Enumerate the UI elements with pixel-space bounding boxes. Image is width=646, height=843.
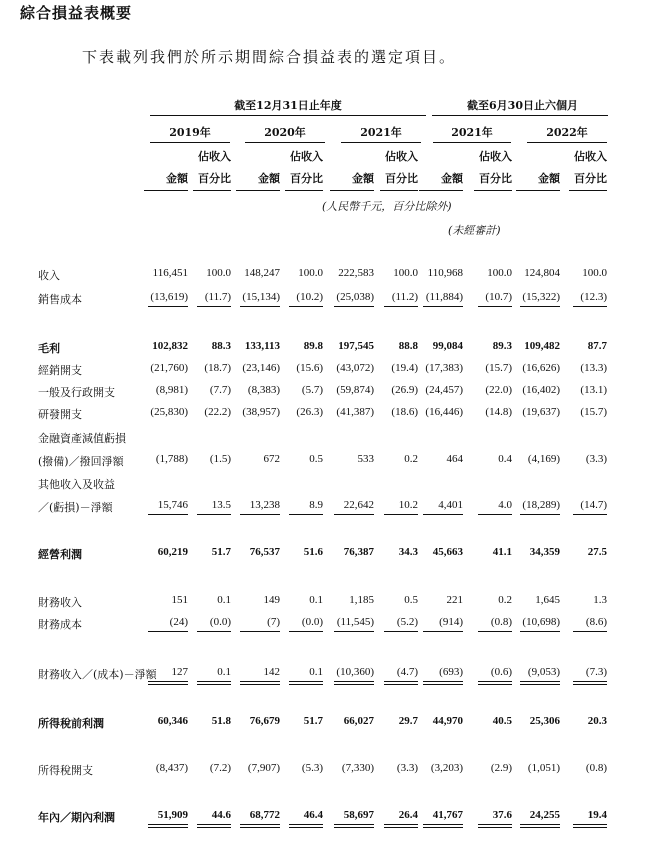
table-cell: 221 (446, 594, 463, 606)
col-header-underline (193, 190, 231, 191)
table-cell: (13.1) (580, 384, 607, 396)
table-cell: 25,306 (529, 715, 560, 727)
double-underline (334, 824, 374, 825)
table-cell: (3.3) (396, 762, 418, 774)
table-cell: (7.3) (585, 666, 607, 678)
table-cell: (8,437) (155, 762, 188, 774)
row-label: 經銷開支 (38, 364, 82, 377)
cell-underline (334, 306, 374, 307)
row-label: 年內／期內利潤 (38, 811, 115, 824)
double-underline (148, 827, 188, 828)
double-underline (520, 824, 560, 825)
row-label: 毛利 (38, 342, 60, 355)
section-title: 綜合損益表概要 (20, 4, 133, 22)
double-underline (384, 827, 418, 828)
cell-underline (197, 306, 231, 307)
table-cell: (18,289) (522, 499, 560, 511)
table-cell: (11,545) (336, 616, 374, 628)
table-cell: 34.3 (398, 546, 418, 558)
table-cell: 13.5 (211, 499, 231, 511)
table-cell: 100.0 (298, 267, 323, 279)
col-header-amount: 金額 (352, 172, 374, 185)
table-cell: 24,255 (529, 809, 560, 821)
table-cell: 88.3 (211, 340, 231, 352)
table-cell: 26.4 (398, 809, 418, 821)
table-cell: 51.7 (303, 715, 323, 727)
double-underline (334, 827, 374, 828)
cell-underline (240, 514, 280, 515)
double-underline (478, 827, 512, 828)
double-underline (148, 824, 188, 825)
table-cell: 41.1 (492, 546, 512, 558)
col-header-pct-line2: 百分比 (198, 172, 231, 185)
table-cell: 533 (357, 453, 374, 465)
cell-underline (240, 306, 280, 307)
double-underline (520, 684, 560, 685)
table-cell: (16,402) (522, 384, 560, 396)
double-underline (478, 684, 512, 685)
table-cell: 51,909 (157, 809, 188, 821)
double-underline (240, 681, 280, 682)
row-label: 收入 (38, 269, 60, 282)
double-underline (478, 824, 512, 825)
table-cell: 100.0 (393, 267, 418, 279)
table-cell: (5.7) (301, 384, 323, 396)
table-cell: (24,457) (425, 384, 463, 396)
table-cell: 51.8 (211, 715, 231, 727)
table-cell: (19.4) (391, 362, 418, 374)
table-cell: 0.5 (309, 453, 323, 465)
table-cell: (18.7) (204, 362, 231, 374)
table-cell: (43,072) (336, 362, 374, 374)
table-cell: 222,583 (338, 267, 374, 279)
row-label: 財務收入／(成本)－淨額 (38, 668, 157, 681)
table-cell: 0.1 (309, 594, 323, 606)
table-cell: (0.0) (301, 616, 323, 628)
col-header-pct-line1: 佔收入 (574, 150, 607, 163)
table-cell: (16,446) (425, 406, 463, 418)
table-cell: (59,874) (336, 384, 374, 396)
header-group-halfyear: 截至6月30日止六個月 (467, 99, 578, 112)
cell-underline (289, 631, 323, 632)
row-label: 一般及行政開支 (38, 386, 115, 399)
double-underline (240, 684, 280, 685)
table-cell: 37.6 (492, 809, 512, 821)
unaudited-note: (未經審計) (448, 224, 501, 237)
row-label: 所得稅開支 (38, 764, 93, 777)
cell-underline (478, 514, 512, 515)
year-underline-0 (150, 142, 230, 143)
double-underline (197, 681, 231, 682)
year-header-2: 2021年 (360, 126, 402, 139)
table-cell: 19.4 (587, 809, 607, 821)
table-cell: 0.4 (498, 453, 512, 465)
double-underline (423, 824, 463, 825)
row-label: 財務收入 (38, 596, 82, 609)
cell-underline (334, 631, 374, 632)
table-cell: (41,387) (336, 406, 374, 418)
col-header-pct-line1: 佔收入 (198, 150, 231, 163)
table-cell: (15,322) (522, 291, 560, 303)
double-underline (197, 827, 231, 828)
year-underline-4 (527, 142, 607, 143)
table-cell: 10.2 (398, 499, 418, 511)
double-underline (573, 684, 607, 685)
table-cell: 464 (446, 453, 463, 465)
double-underline (573, 827, 607, 828)
double-underline (520, 681, 560, 682)
double-underline (423, 827, 463, 828)
cell-underline (520, 514, 560, 515)
table-cell: 45,663 (432, 546, 463, 558)
table-cell: 100.0 (582, 267, 607, 279)
col-header-amount: 金額 (258, 172, 280, 185)
table-cell: 22,642 (343, 499, 374, 511)
table-cell: 0.1 (217, 666, 231, 678)
double-underline (423, 684, 463, 685)
table-cell: 1.3 (593, 594, 607, 606)
cell-underline (520, 306, 560, 307)
double-underline (384, 681, 418, 682)
double-underline (289, 824, 323, 825)
table-cell: (25,830) (150, 406, 188, 418)
table-cell: (3,203) (430, 762, 463, 774)
table-cell: 1,185 (349, 594, 374, 606)
table-cell: 13,238 (249, 499, 280, 511)
table-cell: (10.7) (485, 291, 512, 303)
unit-note: (人民幣千元，百分比除外) (322, 200, 452, 213)
table-cell: (693) (439, 666, 463, 678)
table-cell: 40.5 (492, 715, 512, 727)
year-header-4: 2022年 (546, 126, 588, 139)
table-cell: 109,482 (524, 340, 560, 352)
table-cell: 46.4 (303, 809, 323, 821)
table-cell: (7.7) (209, 384, 231, 396)
row-label: 金融資產減值虧損 (38, 432, 126, 445)
table-cell: (13,619) (150, 291, 188, 303)
double-underline (289, 681, 323, 682)
table-cell: 99,084 (432, 340, 463, 352)
table-cell: (15.7) (580, 406, 607, 418)
cell-underline (197, 631, 231, 632)
table-cell: 4,401 (438, 499, 463, 511)
table-cell: 0.1 (309, 666, 323, 678)
table-cell: (1,051) (527, 762, 560, 774)
table-cell: (7,907) (247, 762, 280, 774)
cell-underline (520, 631, 560, 632)
table-cell: (19,637) (522, 406, 560, 418)
table-cell: (1.5) (209, 453, 231, 465)
table-cell: (11.7) (204, 291, 231, 303)
table-cell: (14.7) (580, 499, 607, 511)
double-underline (197, 684, 231, 685)
row-label: (撥備)／撥回淨額 (38, 455, 124, 468)
table-cell: (18.6) (391, 406, 418, 418)
table-cell: (9,053) (527, 666, 560, 678)
double-underline (423, 681, 463, 682)
row-label: 經營利潤 (38, 548, 82, 561)
col-header-pct-line2: 百分比 (479, 172, 512, 185)
double-underline (289, 827, 323, 828)
table-cell: (8.6) (585, 616, 607, 628)
table-cell: (7,330) (341, 762, 374, 774)
cell-underline (573, 631, 607, 632)
double-underline (520, 827, 560, 828)
table-cell: (25,038) (336, 291, 374, 303)
col-header-amount: 金額 (441, 172, 463, 185)
table-cell: (5.2) (396, 616, 418, 628)
table-cell: 151 (171, 594, 188, 606)
table-cell: (914) (439, 616, 463, 628)
table-cell: 110,968 (427, 267, 463, 279)
col-header-underline (285, 190, 323, 191)
double-underline (384, 824, 418, 825)
table-cell: (7) (267, 616, 280, 628)
cell-underline (573, 306, 607, 307)
table-cell: 0.5 (404, 594, 418, 606)
table-cell: 15,746 (157, 499, 188, 511)
row-label: 所得稅前利潤 (38, 717, 104, 730)
table-cell: (4,169) (527, 453, 560, 465)
table-cell: 76,387 (343, 546, 374, 558)
col-header-pct-line2: 百分比 (574, 172, 607, 185)
double-underline (197, 824, 231, 825)
table-cell: 100.0 (487, 267, 512, 279)
year-header-0: 2019年 (169, 126, 211, 139)
table-cell: (23,146) (242, 362, 280, 374)
row-label: ／(虧損)－淨額 (38, 501, 113, 514)
double-underline (384, 684, 418, 685)
cell-underline (384, 631, 418, 632)
table-cell: 102,832 (152, 340, 188, 352)
col-header-amount: 金額 (166, 172, 188, 185)
table-cell: (26.9) (391, 384, 418, 396)
table-cell: 41,767 (432, 809, 463, 821)
table-cell: 100.0 (206, 267, 231, 279)
group-underline-annual (150, 115, 426, 116)
table-cell: (24) (169, 616, 188, 628)
table-cell: (8,981) (155, 384, 188, 396)
group-underline-halfyear (432, 115, 608, 116)
table-cell: (16,626) (522, 362, 560, 374)
table-cell: (12.3) (580, 291, 607, 303)
table-cell: 87.7 (587, 340, 607, 352)
col-header-underline (236, 190, 280, 191)
year-underline-3 (433, 142, 511, 143)
table-cell: (10,360) (336, 666, 374, 678)
table-cell: 0.2 (404, 453, 418, 465)
row-label: 銷售成本 (38, 293, 82, 306)
table-cell: (22.2) (204, 406, 231, 418)
double-underline (289, 684, 323, 685)
double-underline (148, 681, 188, 682)
table-cell: (22.0) (485, 384, 512, 396)
table-cell: 116,451 (152, 267, 188, 279)
table-cell: 149 (263, 594, 280, 606)
cell-underline (478, 631, 512, 632)
table-cell: 76,537 (249, 546, 280, 558)
col-header-underline (516, 190, 560, 191)
table-cell: 27.5 (587, 546, 607, 558)
table-cell: 51.6 (303, 546, 323, 558)
table-cell: (8,383) (247, 384, 280, 396)
double-underline (334, 681, 374, 682)
intro-text: 下表載列我們於所示期間綜合損益表的選定項目。 (82, 48, 457, 66)
table-cell: 44.6 (211, 809, 231, 821)
col-header-underline (380, 190, 418, 191)
table-cell: 0.2 (498, 594, 512, 606)
table-cell: (26.3) (296, 406, 323, 418)
cell-underline (334, 514, 374, 515)
table-cell: 66,027 (343, 715, 374, 727)
table-cell: (2.9) (490, 762, 512, 774)
double-underline (240, 827, 280, 828)
year-underline-1 (245, 142, 325, 143)
table-cell: 76,679 (249, 715, 280, 727)
cell-underline (289, 306, 323, 307)
cell-underline (478, 306, 512, 307)
table-cell: 89.8 (303, 340, 323, 352)
table-cell: (21,760) (150, 362, 188, 374)
table-cell: (11,884) (425, 291, 463, 303)
cell-underline (197, 514, 231, 515)
cell-underline (289, 514, 323, 515)
cell-underline (148, 514, 188, 515)
table-cell: 0.1 (217, 594, 231, 606)
col-header-underline (474, 190, 512, 191)
cell-underline (423, 631, 463, 632)
cell-underline (573, 514, 607, 515)
year-header-3: 2021年 (451, 126, 493, 139)
table-cell: 8.9 (309, 499, 323, 511)
table-cell: 60,346 (157, 715, 188, 727)
row-label: 研發開支 (38, 408, 82, 421)
row-label: 其他收入及收益 (38, 478, 115, 491)
double-underline (148, 684, 188, 685)
table-cell: 4.0 (498, 499, 512, 511)
cell-underline (384, 514, 418, 515)
table-cell: 127 (171, 666, 188, 678)
header-group-annual: 截至12月31日止年度 (234, 99, 342, 112)
table-cell: (5.3) (301, 762, 323, 774)
col-header-pct-line1: 佔收入 (479, 150, 512, 163)
table-cell: 68,772 (249, 809, 280, 821)
table-cell: 124,804 (524, 267, 560, 279)
table-cell: (0.6) (490, 666, 512, 678)
table-cell: 672 (263, 453, 280, 465)
table-cell: 58,697 (343, 809, 374, 821)
year-underline-2 (341, 142, 421, 143)
double-underline (334, 684, 374, 685)
col-header-pct-line1: 佔收入 (385, 150, 418, 163)
col-header-pct-line2: 百分比 (290, 172, 323, 185)
table-cell: 133,113 (244, 340, 280, 352)
table-cell: (17,383) (425, 362, 463, 374)
table-cell: (15.6) (296, 362, 323, 374)
cell-underline (148, 631, 188, 632)
table-cell: 34,359 (529, 546, 560, 558)
col-header-amount: 金額 (538, 172, 560, 185)
double-underline (573, 681, 607, 682)
table-cell: 51.7 (211, 546, 231, 558)
cell-underline (240, 631, 280, 632)
year-header-1: 2020年 (264, 126, 306, 139)
table-cell: (0.8) (490, 616, 512, 628)
table-cell: (0.8) (585, 762, 607, 774)
table-cell: (10,698) (522, 616, 560, 628)
col-header-pct-line2: 百分比 (385, 172, 418, 185)
double-underline (573, 824, 607, 825)
col-header-underline (569, 190, 607, 191)
table-cell: (14.8) (485, 406, 512, 418)
double-underline (478, 681, 512, 682)
table-cell: 44,970 (432, 715, 463, 727)
cell-underline (148, 306, 188, 307)
table-cell: (11.2) (391, 291, 418, 303)
table-cell: (1,788) (155, 453, 188, 465)
row-label: 財務成本 (38, 618, 82, 631)
col-header-pct-line1: 佔收入 (290, 150, 323, 163)
cell-underline (423, 306, 463, 307)
table-cell: (4.7) (396, 666, 418, 678)
table-cell: 29.7 (398, 715, 418, 727)
table-cell: (15.7) (485, 362, 512, 374)
table-cell: 20.3 (587, 715, 607, 727)
col-header-underline (419, 190, 463, 191)
table-cell: 148,247 (244, 267, 280, 279)
col-header-underline (330, 190, 374, 191)
col-header-underline (144, 190, 188, 191)
double-underline (240, 824, 280, 825)
table-cell: (15,134) (242, 291, 280, 303)
table-cell: (13.3) (580, 362, 607, 374)
table-cell: 60,219 (157, 546, 188, 558)
table-cell: 89.3 (492, 340, 512, 352)
table-cell: (0.0) (209, 616, 231, 628)
table-cell: 88.8 (398, 340, 418, 352)
table-cell: 197,545 (338, 340, 374, 352)
cell-underline (384, 306, 418, 307)
table-cell: 1,645 (535, 594, 560, 606)
table-cell: (10.2) (296, 291, 323, 303)
table-cell: (7.2) (209, 762, 231, 774)
table-cell: (3.3) (585, 453, 607, 465)
table-cell: 142 (263, 666, 280, 678)
table-cell: (38,957) (242, 406, 280, 418)
cell-underline (423, 514, 463, 515)
